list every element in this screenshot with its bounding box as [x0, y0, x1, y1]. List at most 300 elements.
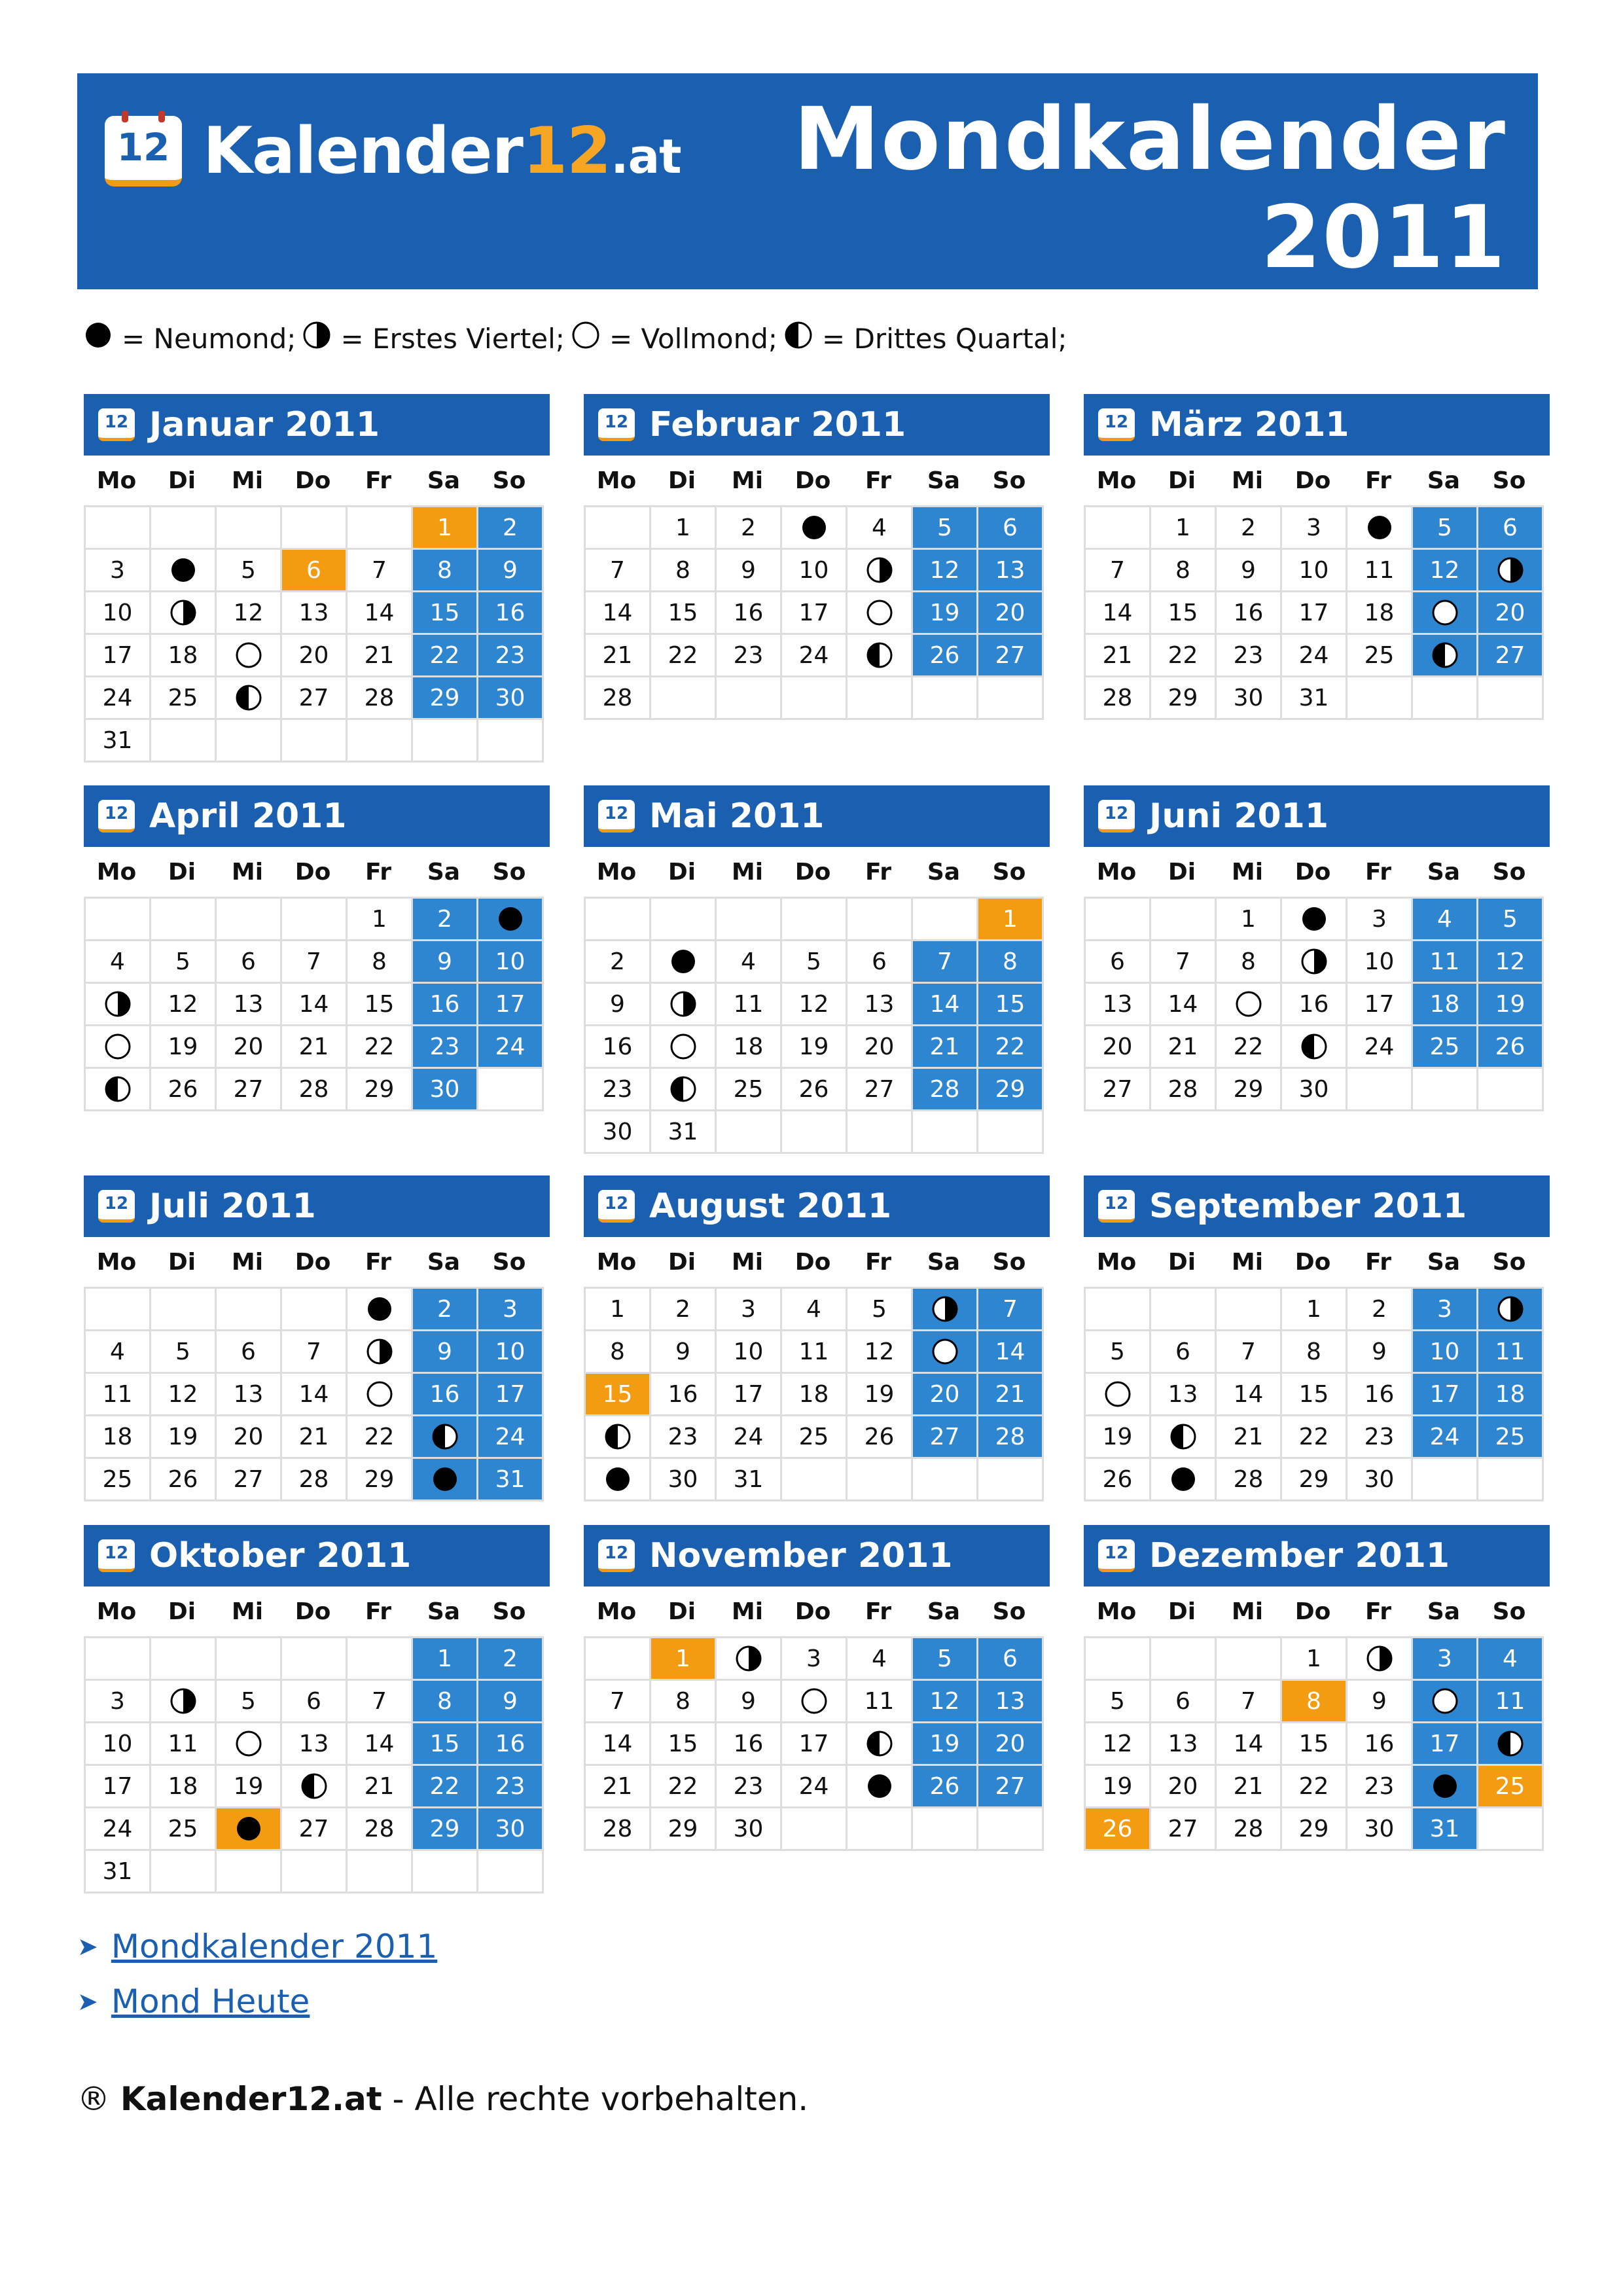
day-cell[interactable]: 6	[217, 941, 282, 984]
day-cell[interactable]: 31	[1413, 1808, 1478, 1851]
day-cell[interactable]: 5	[913, 507, 978, 550]
day-cell[interactable]: 9	[586, 984, 651, 1026]
day-cell[interactable]	[217, 677, 282, 720]
day-cell[interactable]: 27	[282, 677, 348, 720]
day-cell[interactable]	[348, 1331, 413, 1374]
day-cell[interactable]: 15	[348, 984, 413, 1026]
day-cell[interactable]: 5	[1413, 507, 1478, 550]
day-cell[interactable]	[651, 1069, 717, 1111]
day-cell[interactable]: 16	[478, 592, 544, 635]
day-cell[interactable]: 3	[1347, 899, 1413, 941]
day-cell[interactable]: 2	[478, 507, 544, 550]
day-cell[interactable]: 22	[651, 635, 717, 677]
day-cell[interactable]: 29	[1151, 677, 1217, 720]
day-cell[interactable]	[348, 1374, 413, 1416]
day-cell[interactable]	[1478, 1289, 1544, 1331]
day-cell[interactable]: 25	[151, 677, 217, 720]
day-cell[interactable]: 9	[717, 550, 782, 592]
day-cell[interactable]: 3	[1413, 1289, 1478, 1331]
day-cell[interactable]: 22	[1282, 1416, 1347, 1459]
day-cell[interactable]: 18	[1413, 984, 1478, 1026]
day-cell[interactable]: 6	[282, 550, 348, 592]
day-cell[interactable]: 5	[217, 550, 282, 592]
day-cell[interactable]: 9	[1347, 1331, 1413, 1374]
day-cell[interactable]: 1	[413, 1638, 478, 1681]
day-cell[interactable]: 14	[586, 592, 651, 635]
day-cell[interactable]: 15	[586, 1374, 651, 1416]
day-cell[interactable]: 24	[1347, 1026, 1413, 1069]
day-cell[interactable]	[1151, 1416, 1217, 1459]
day-cell[interactable]	[478, 899, 544, 941]
day-cell[interactable]: 20	[978, 592, 1044, 635]
day-cell[interactable]: 1	[651, 507, 717, 550]
day-cell[interactable]: 26	[1478, 1026, 1544, 1069]
day-cell[interactable]: 8	[1282, 1331, 1347, 1374]
day-cell[interactable]: 15	[1282, 1723, 1347, 1766]
day-cell[interactable]: 3	[1413, 1638, 1478, 1681]
day-cell[interactable]: 27	[978, 1766, 1044, 1808]
day-cell[interactable]: 30	[478, 677, 544, 720]
day-cell[interactable]: 1	[1151, 507, 1217, 550]
day-cell[interactable]: 17	[86, 635, 151, 677]
day-cell[interactable]: 7	[1217, 1331, 1282, 1374]
day-cell[interactable]	[86, 984, 151, 1026]
day-cell[interactable]: 30	[1347, 1459, 1413, 1501]
day-cell[interactable]: 8	[348, 941, 413, 984]
day-cell[interactable]: 10	[782, 550, 847, 592]
day-cell[interactable]: 19	[1478, 984, 1544, 1026]
day-cell[interactable]	[1347, 1638, 1413, 1681]
day-cell[interactable]: 10	[1282, 550, 1347, 592]
day-cell[interactable]: 16	[1282, 984, 1347, 1026]
day-cell[interactable]: 5	[1086, 1331, 1151, 1374]
day-cell[interactable]: 21	[586, 635, 651, 677]
day-cell[interactable]: 24	[478, 1026, 544, 1069]
day-cell[interactable]: 27	[1478, 635, 1544, 677]
day-cell[interactable]: 17	[782, 592, 847, 635]
day-cell[interactable]: 21	[348, 1766, 413, 1808]
day-cell[interactable]: 14	[348, 592, 413, 635]
day-cell[interactable]: 6	[978, 1638, 1044, 1681]
day-cell[interactable]: 14	[978, 1331, 1044, 1374]
day-cell[interactable]: 5	[1478, 899, 1544, 941]
day-cell[interactable]: 25	[151, 1808, 217, 1851]
day-cell[interactable]: 1	[413, 507, 478, 550]
day-cell[interactable]: 24	[1282, 635, 1347, 677]
day-cell[interactable]: 31	[478, 1459, 544, 1501]
day-cell[interactable]: 26	[913, 1766, 978, 1808]
day-cell[interactable]: 30	[413, 1069, 478, 1111]
day-cell[interactable]: 16	[717, 592, 782, 635]
day-cell[interactable]: 27	[847, 1069, 913, 1111]
day-cell[interactable]: 5	[913, 1638, 978, 1681]
day-cell[interactable]: 7	[348, 1681, 413, 1723]
day-cell[interactable]: 17	[478, 1374, 544, 1416]
day-cell[interactable]: 3	[86, 1681, 151, 1723]
day-cell[interactable]	[282, 1766, 348, 1808]
day-cell[interactable]	[86, 1069, 151, 1111]
day-cell[interactable]: 28	[586, 1808, 651, 1851]
day-cell[interactable]: 11	[151, 1723, 217, 1766]
day-cell[interactable]: 19	[913, 1723, 978, 1766]
day-cell[interactable]: 22	[1151, 635, 1217, 677]
day-cell[interactable]: 19	[782, 1026, 847, 1069]
day-cell[interactable]: 28	[1086, 677, 1151, 720]
day-cell[interactable]: 23	[586, 1069, 651, 1111]
day-cell[interactable]: 8	[1217, 941, 1282, 984]
day-cell[interactable]: 15	[978, 984, 1044, 1026]
day-cell[interactable]: 16	[651, 1374, 717, 1416]
day-cell[interactable]: 30	[586, 1111, 651, 1154]
day-cell[interactable]: 24	[717, 1416, 782, 1459]
day-cell[interactable]: 16	[413, 984, 478, 1026]
day-cell[interactable]: 20	[217, 1416, 282, 1459]
day-cell[interactable]: 7	[978, 1289, 1044, 1331]
day-cell[interactable]: 19	[217, 1766, 282, 1808]
day-cell[interactable]: 25	[717, 1069, 782, 1111]
day-cell[interactable]: 1	[1282, 1638, 1347, 1681]
day-cell[interactable]: 11	[1478, 1681, 1544, 1723]
day-cell[interactable]: 28	[348, 1808, 413, 1851]
day-cell[interactable]: 29	[1282, 1459, 1347, 1501]
day-cell[interactable]	[782, 507, 847, 550]
day-cell[interactable]: 1	[1282, 1289, 1347, 1331]
day-cell[interactable]: 28	[348, 677, 413, 720]
day-cell[interactable]: 6	[1151, 1681, 1217, 1723]
day-cell[interactable]: 21	[586, 1766, 651, 1808]
day-cell[interactable]: 17	[1413, 1723, 1478, 1766]
day-cell[interactable]: 16	[1347, 1723, 1413, 1766]
day-cell[interactable]: 22	[1282, 1766, 1347, 1808]
day-cell[interactable]: 24	[1413, 1416, 1478, 1459]
day-cell[interactable]: 21	[282, 1026, 348, 1069]
day-cell[interactable]: 12	[1478, 941, 1544, 984]
day-cell[interactable]: 11	[717, 984, 782, 1026]
day-cell[interactable]: 24	[782, 1766, 847, 1808]
day-cell[interactable]: 23	[717, 635, 782, 677]
day-cell[interactable]: 8	[1151, 550, 1217, 592]
day-cell[interactable]: 7	[1151, 941, 1217, 984]
day-cell[interactable]	[217, 1723, 282, 1766]
day-cell[interactable]: 13	[1151, 1374, 1217, 1416]
day-cell[interactable]: 30	[717, 1808, 782, 1851]
day-cell[interactable]: 25	[782, 1416, 847, 1459]
day-cell[interactable]: 12	[151, 984, 217, 1026]
day-cell[interactable]: 19	[913, 592, 978, 635]
day-cell[interactable]: 2	[717, 507, 782, 550]
day-cell[interactable]: 2	[1347, 1289, 1413, 1331]
day-cell[interactable]: 25	[1413, 1026, 1478, 1069]
day-cell[interactable]: 23	[413, 1026, 478, 1069]
day-cell[interactable]: 5	[217, 1681, 282, 1723]
day-cell[interactable]	[586, 1416, 651, 1459]
day-cell[interactable]: 29	[1282, 1808, 1347, 1851]
day-cell[interactable]: 20	[847, 1026, 913, 1069]
day-cell[interactable]: 11	[1478, 1331, 1544, 1374]
day-cell[interactable]: 27	[1086, 1069, 1151, 1111]
day-cell[interactable]: 23	[1347, 1766, 1413, 1808]
day-cell[interactable]: 4	[1413, 899, 1478, 941]
day-cell[interactable]: 17	[717, 1374, 782, 1416]
day-cell[interactable]	[651, 1026, 717, 1069]
day-cell[interactable]	[413, 1459, 478, 1501]
day-cell[interactable]	[217, 635, 282, 677]
day-cell[interactable]: 12	[217, 592, 282, 635]
day-cell[interactable]: 10	[478, 941, 544, 984]
day-cell[interactable]: 13	[1086, 984, 1151, 1026]
day-cell[interactable]: 22	[978, 1026, 1044, 1069]
day-cell[interactable]: 7	[1217, 1681, 1282, 1723]
day-cell[interactable]: 3	[782, 1638, 847, 1681]
day-cell[interactable]: 7	[1086, 550, 1151, 592]
day-cell[interactable]: 18	[717, 1026, 782, 1069]
day-cell[interactable]: 5	[151, 941, 217, 984]
day-cell[interactable]: 24	[478, 1416, 544, 1459]
day-cell[interactable]	[1478, 1723, 1544, 1766]
day-cell[interactable]: 31	[651, 1111, 717, 1154]
day-cell[interactable]: 8	[978, 941, 1044, 984]
day-cell[interactable]: 18	[782, 1374, 847, 1416]
day-cell[interactable]: 6	[1478, 507, 1544, 550]
day-cell[interactable]: 12	[151, 1374, 217, 1416]
day-cell[interactable]: 12	[1086, 1723, 1151, 1766]
day-cell[interactable]: 13	[978, 1681, 1044, 1723]
day-cell[interactable]: 8	[413, 1681, 478, 1723]
day-cell[interactable]: 17	[478, 984, 544, 1026]
day-cell[interactable]: 26	[782, 1069, 847, 1111]
day-cell[interactable]: 14	[1217, 1723, 1282, 1766]
day-cell[interactable]: 1	[651, 1638, 717, 1681]
day-cell[interactable]: 6	[282, 1681, 348, 1723]
day-cell[interactable]: 3	[478, 1289, 544, 1331]
day-cell[interactable]: 29	[978, 1069, 1044, 1111]
day-cell[interactable]: 8	[586, 1331, 651, 1374]
day-cell[interactable]: 18	[151, 1766, 217, 1808]
day-cell[interactable]: 9	[413, 1331, 478, 1374]
day-cell[interactable]: 7	[586, 1681, 651, 1723]
day-cell[interactable]: 29	[1217, 1069, 1282, 1111]
day-cell[interactable]	[1413, 1766, 1478, 1808]
day-cell[interactable]: 22	[348, 1026, 413, 1069]
day-cell[interactable]: 26	[151, 1459, 217, 1501]
day-cell[interactable]: 19	[151, 1026, 217, 1069]
day-cell[interactable]: 28	[1151, 1069, 1217, 1111]
day-cell[interactable]: 23	[478, 1766, 544, 1808]
day-cell[interactable]: 19	[1086, 1416, 1151, 1459]
day-cell[interactable]: 2	[1217, 507, 1282, 550]
day-cell[interactable]: 30	[1282, 1069, 1347, 1111]
day-cell[interactable]	[1413, 635, 1478, 677]
day-cell[interactable]: 2	[586, 941, 651, 984]
day-cell[interactable]: 22	[348, 1416, 413, 1459]
day-cell[interactable]: 27	[217, 1069, 282, 1111]
day-cell[interactable]: 3	[1282, 507, 1347, 550]
day-cell[interactable]: 20	[1086, 1026, 1151, 1069]
day-cell[interactable]	[651, 941, 717, 984]
day-cell[interactable]: 13	[1151, 1723, 1217, 1766]
day-cell[interactable]	[86, 1026, 151, 1069]
day-cell[interactable]: 5	[1086, 1681, 1151, 1723]
day-cell[interactable]: 10	[86, 592, 151, 635]
day-cell[interactable]: 8	[651, 1681, 717, 1723]
day-cell[interactable]: 28	[978, 1416, 1044, 1459]
day-cell[interactable]: 25	[1478, 1766, 1544, 1808]
day-cell[interactable]: 10	[717, 1331, 782, 1374]
day-cell[interactable]: 21	[913, 1026, 978, 1069]
day-cell[interactable]	[651, 984, 717, 1026]
day-cell[interactable]: 23	[1217, 635, 1282, 677]
link-mondkalender[interactable]: Mondkalender 2011	[111, 1928, 438, 1965]
day-cell[interactable]: 14	[586, 1723, 651, 1766]
day-cell[interactable]: 6	[978, 507, 1044, 550]
day-cell[interactable]: 13	[978, 550, 1044, 592]
day-cell[interactable]: 17	[1413, 1374, 1478, 1416]
day-cell[interactable]: 25	[1347, 635, 1413, 677]
day-cell[interactable]: 26	[1086, 1808, 1151, 1851]
day-cell[interactable]: 21	[1086, 635, 1151, 677]
day-cell[interactable]: 10	[1413, 1331, 1478, 1374]
day-cell[interactable]: 16	[478, 1723, 544, 1766]
day-cell[interactable]	[1151, 1459, 1217, 1501]
day-cell[interactable]: 6	[847, 941, 913, 984]
day-cell[interactable]: 28	[1217, 1459, 1282, 1501]
day-cell[interactable]: 16	[1217, 592, 1282, 635]
day-cell[interactable]: 13	[217, 1374, 282, 1416]
day-cell[interactable]: 18	[151, 635, 217, 677]
day-cell[interactable]: 4	[847, 507, 913, 550]
day-cell[interactable]	[717, 1638, 782, 1681]
day-cell[interactable]: 7	[282, 941, 348, 984]
day-cell[interactable]: 15	[413, 1723, 478, 1766]
day-cell[interactable]: 3	[86, 550, 151, 592]
day-cell[interactable]: 24	[86, 1808, 151, 1851]
day-cell[interactable]: 1	[348, 899, 413, 941]
day-cell[interactable]	[1413, 1681, 1478, 1723]
day-cell[interactable]	[913, 1289, 978, 1331]
day-cell[interactable]: 18	[1347, 592, 1413, 635]
day-cell[interactable]: 5	[151, 1331, 217, 1374]
day-cell[interactable]: 9	[478, 1681, 544, 1723]
day-cell[interactable]: 12	[782, 984, 847, 1026]
day-cell[interactable]: 26	[151, 1069, 217, 1111]
day-cell[interactable]: 1	[978, 899, 1044, 941]
day-cell[interactable]: 30	[651, 1459, 717, 1501]
day-cell[interactable]: 3	[717, 1289, 782, 1331]
day-cell[interactable]: 8	[413, 550, 478, 592]
day-cell[interactable]: 15	[651, 592, 717, 635]
day-cell[interactable]: 23	[717, 1766, 782, 1808]
day-cell[interactable]: 12	[1413, 550, 1478, 592]
day-cell[interactable]: 17	[782, 1723, 847, 1766]
day-cell[interactable]: 8	[1282, 1681, 1347, 1723]
day-cell[interactable]: 30	[1217, 677, 1282, 720]
day-cell[interactable]: 26	[1086, 1459, 1151, 1501]
day-cell[interactable]	[1086, 1374, 1151, 1416]
day-cell[interactable]: 16	[1347, 1374, 1413, 1416]
day-cell[interactable]: 29	[413, 677, 478, 720]
day-cell[interactable]: 26	[913, 635, 978, 677]
day-cell[interactable]: 15	[1151, 592, 1217, 635]
day-cell[interactable]: 27	[913, 1416, 978, 1459]
day-cell[interactable]: 19	[847, 1374, 913, 1416]
day-cell[interactable]	[1282, 941, 1347, 984]
day-cell[interactable]: 8	[651, 550, 717, 592]
day-cell[interactable]: 11	[847, 1681, 913, 1723]
day-cell[interactable]: 11	[1413, 941, 1478, 984]
day-cell[interactable]: 28	[1217, 1808, 1282, 1851]
day-cell[interactable]	[1282, 1026, 1347, 1069]
day-cell[interactable]: 11	[1347, 550, 1413, 592]
day-cell[interactable]: 29	[348, 1459, 413, 1501]
day-cell[interactable]: 6	[217, 1331, 282, 1374]
day-cell[interactable]: 27	[217, 1459, 282, 1501]
day-cell[interactable]: 11	[782, 1331, 847, 1374]
day-cell[interactable]: 7	[348, 550, 413, 592]
link-item[interactable]	[77, 1928, 437, 1965]
day-cell[interactable]: 4	[86, 941, 151, 984]
day-cell[interactable]: 13	[217, 984, 282, 1026]
day-cell[interactable]: 24	[782, 635, 847, 677]
day-cell[interactable]	[847, 592, 913, 635]
day-cell[interactable]: 28	[586, 677, 651, 720]
day-cell[interactable]: 21	[1151, 1026, 1217, 1069]
day-cell[interactable]: 19	[1086, 1766, 1151, 1808]
day-cell[interactable]: 28	[282, 1069, 348, 1111]
day-cell[interactable]: 25	[1478, 1416, 1544, 1459]
day-cell[interactable]: 14	[1217, 1374, 1282, 1416]
day-cell[interactable]	[348, 1289, 413, 1331]
day-cell[interactable]: 2	[413, 899, 478, 941]
day-cell[interactable]: 1	[1217, 899, 1282, 941]
day-cell[interactable]: 14	[913, 984, 978, 1026]
day-cell[interactable]: 31	[1282, 677, 1347, 720]
day-cell[interactable]: 12	[847, 1331, 913, 1374]
link-item[interactable]	[77, 1982, 437, 2020]
day-cell[interactable]: 16	[717, 1723, 782, 1766]
day-cell[interactable]: 14	[348, 1723, 413, 1766]
day-cell[interactable]: 28	[913, 1069, 978, 1111]
day-cell[interactable]: 17	[86, 1766, 151, 1808]
day-cell[interactable]: 29	[348, 1069, 413, 1111]
day-cell[interactable]: 9	[651, 1331, 717, 1374]
day-cell[interactable]	[782, 1681, 847, 1723]
day-cell[interactable]: 10	[478, 1331, 544, 1374]
day-cell[interactable]: 4	[717, 941, 782, 984]
day-cell[interactable]: 31	[717, 1459, 782, 1501]
day-cell[interactable]: 14	[1151, 984, 1217, 1026]
day-cell[interactable]: 29	[651, 1808, 717, 1851]
day-cell[interactable]: 30	[478, 1808, 544, 1851]
day-cell[interactable]: 13	[282, 1723, 348, 1766]
day-cell[interactable]: 20	[913, 1374, 978, 1416]
day-cell[interactable]: 12	[913, 550, 978, 592]
day-cell[interactable]: 28	[282, 1459, 348, 1501]
day-cell[interactable]: 4	[847, 1638, 913, 1681]
day-cell[interactable]: 21	[1217, 1416, 1282, 1459]
day-cell[interactable]: 20	[217, 1026, 282, 1069]
day-cell[interactable]: 9	[478, 550, 544, 592]
day-cell[interactable]: 14	[282, 1374, 348, 1416]
day-cell[interactable]: 15	[651, 1723, 717, 1766]
day-cell[interactable]: 20	[1151, 1766, 1217, 1808]
day-cell[interactable]: 23	[651, 1416, 717, 1459]
day-cell[interactable]: 9	[413, 941, 478, 984]
day-cell[interactable]	[913, 1331, 978, 1374]
day-cell[interactable]	[847, 550, 913, 592]
day-cell[interactable]	[1478, 550, 1544, 592]
site-logo[interactable]	[105, 109, 681, 194]
day-cell[interactable]: 6	[1086, 941, 1151, 984]
